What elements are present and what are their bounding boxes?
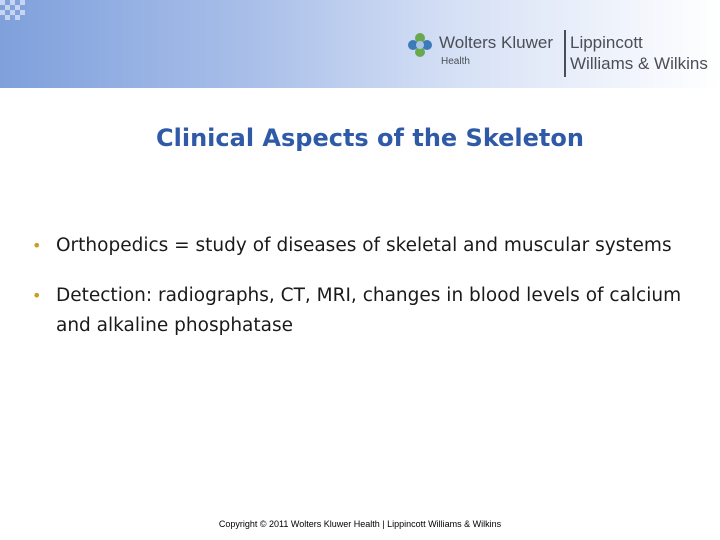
logo-brand: Wolters Kluwer xyxy=(439,33,553,52)
bullet-marker: • xyxy=(32,236,42,255)
bullet-item xyxy=(30,281,705,341)
logo-sub-brand: Health xyxy=(441,56,470,67)
bullet-marker: • xyxy=(32,286,42,305)
bullet-text: Orthopedics = study of diseases of skeletal and muscular systems xyxy=(56,235,672,256)
bullet-text: Detection: radiographs, CT, MRI, changes in blood levels of calcium and alkaline phosphatase xyxy=(56,285,682,336)
logo-imprint-line2: Williams & Wilkins xyxy=(570,54,708,73)
slide-title: Clinical Aspects of the Skeleton xyxy=(156,124,584,152)
header-band xyxy=(0,0,720,88)
logo-imprint-line1: Lippincott xyxy=(570,33,643,52)
publisher-logo xyxy=(407,30,715,80)
logo-divider xyxy=(564,30,566,77)
wolters-kluwer-emblem-icon xyxy=(407,32,433,58)
copyright-footer: Copyright © 2011 Wolters Kluwer Health | Lippincott Williams & Wilkins xyxy=(218,519,502,529)
bullet-list xyxy=(30,231,705,361)
checker-decoration xyxy=(0,0,30,24)
bullet-item xyxy=(30,231,705,261)
